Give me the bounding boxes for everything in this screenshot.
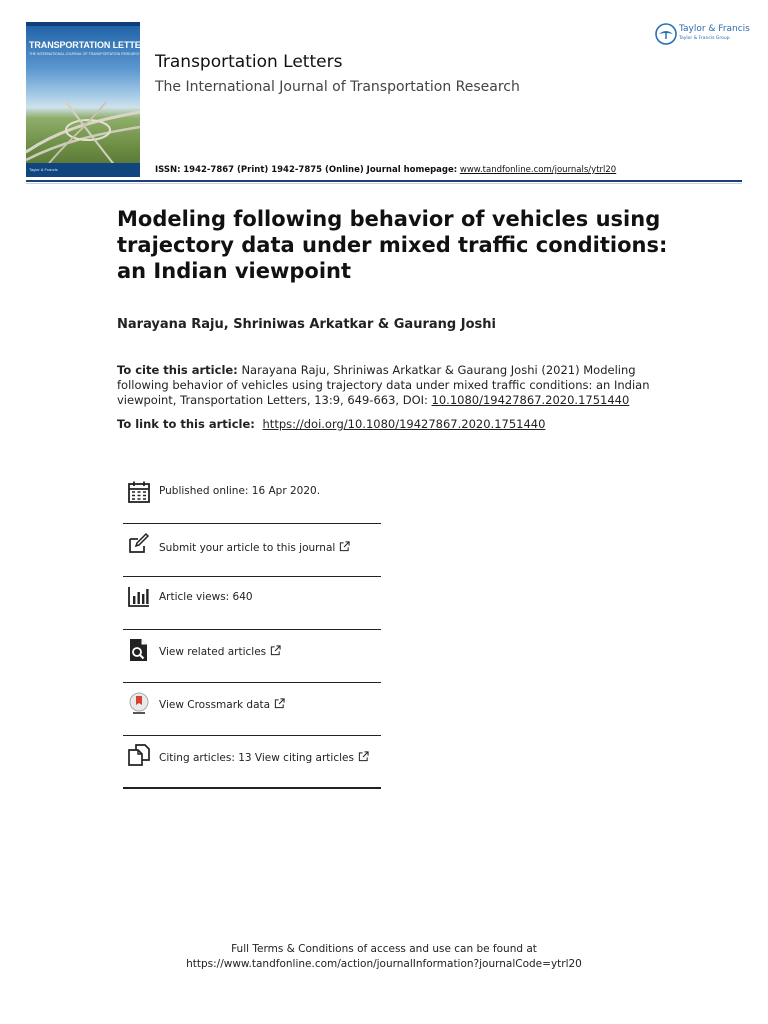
publisher-name: Taylor & Francis	[679, 24, 750, 34]
journal-cover-image	[26, 22, 153, 177]
calendar-icon	[127, 480, 151, 504]
related-articles-item[interactable]	[123, 632, 381, 685]
submit-article-text[interactable]: Submit your article to this journal	[159, 541, 350, 554]
doi-link[interactable]: 10.1080/19427867.2020.1751440	[431, 393, 630, 407]
citing-articles-icon	[127, 743, 151, 767]
cover-subtitle: THE INTERNATIONAL JOURNAL OF TRANSPORTATION RESEARCH	[29, 52, 141, 56]
taylor-francis-logo-icon	[654, 22, 678, 46]
link-label: To link to this article:	[117, 417, 255, 431]
article-views-text: Article views: 640	[159, 591, 253, 603]
external-link-icon	[270, 645, 281, 656]
header-divider	[26, 180, 742, 182]
terms-footer	[0, 942, 768, 972]
cite-text: Narayana Raju, Shriniwas Arkatkar & Gaurang Joshi (2021) Modeling following behavior of vehicles using trajectory data under mixed traffic conditions: an Indian viewpoint, Transportation Letters, 13:9, 649-663, DOI:	[117, 363, 650, 407]
footer-line-1: Full Terms & Conditions of access and use can be found at	[231, 943, 537, 955]
external-link-icon	[274, 698, 285, 709]
footer-terms-url[interactable]: https://www.tandfonline.com/action/journalInformation?journalCode=ytrl20	[186, 958, 582, 970]
crossmark-icon	[127, 691, 151, 715]
external-link-icon	[358, 751, 369, 762]
cover-journal-name: TRANSPORTATION LETTERS	[29, 40, 153, 50]
article-title: Modeling following behavior of vehicles using trajectory data under mixed traffic conditions: an Indian viewpoint	[117, 207, 668, 283]
item-divider	[123, 523, 381, 524]
bar-chart-icon	[127, 584, 151, 608]
related-articles-text[interactable]: View related articles	[159, 645, 281, 658]
item-divider	[123, 735, 381, 736]
citation-block	[117, 363, 652, 408]
item-list-end-divider	[123, 787, 381, 789]
publisher-group: Taylor & Francis Group	[679, 36, 730, 41]
published-online-item	[123, 474, 381, 527]
article-authors: Narayana Raju, Shriniwas Arkatkar & Gaurang Joshi	[117, 317, 496, 332]
crossmark-text[interactable]: View Crossmark data	[159, 698, 285, 711]
cover-publisher-mark: Taylor & Francis	[29, 167, 58, 172]
item-divider	[123, 629, 381, 630]
item-divider	[123, 682, 381, 683]
taylor-francis-logo[interactable]	[652, 20, 748, 50]
published-online-text: Published online: 16 Apr 2020.	[159, 485, 321, 497]
search-document-icon	[127, 638, 151, 662]
external-link-icon	[339, 541, 350, 552]
citing-articles-text[interactable]: Citing articles: 13 View citing articles	[159, 751, 369, 764]
issn-line	[155, 165, 616, 175]
item-divider	[123, 576, 381, 577]
article-views-item	[123, 580, 381, 633]
submit-article-item[interactable]	[123, 526, 381, 579]
journal-homepage-link[interactable]: www.tandfonline.com/journals/ytrl20	[459, 165, 617, 175]
issn-label: ISSN:	[155, 165, 181, 175]
journal-subtitle: The International Journal of Transportation Research	[155, 79, 520, 95]
edit-icon	[127, 532, 151, 556]
journal-title: Transportation Letters	[155, 52, 343, 72]
citing-articles-item[interactable]	[123, 739, 381, 792]
issn-numbers: 1942-7867 (Print) 1942-7875 (Online) Journal homepage:	[183, 165, 458, 175]
article-link-line	[117, 417, 545, 431]
highway-interchange-illustration	[26, 82, 140, 172]
article-url-link[interactable]: https://doi.org/10.1080/19427867.2020.1751440	[262, 417, 546, 431]
cite-label: To cite this article:	[117, 363, 238, 377]
crossmark-item[interactable]	[123, 686, 381, 739]
